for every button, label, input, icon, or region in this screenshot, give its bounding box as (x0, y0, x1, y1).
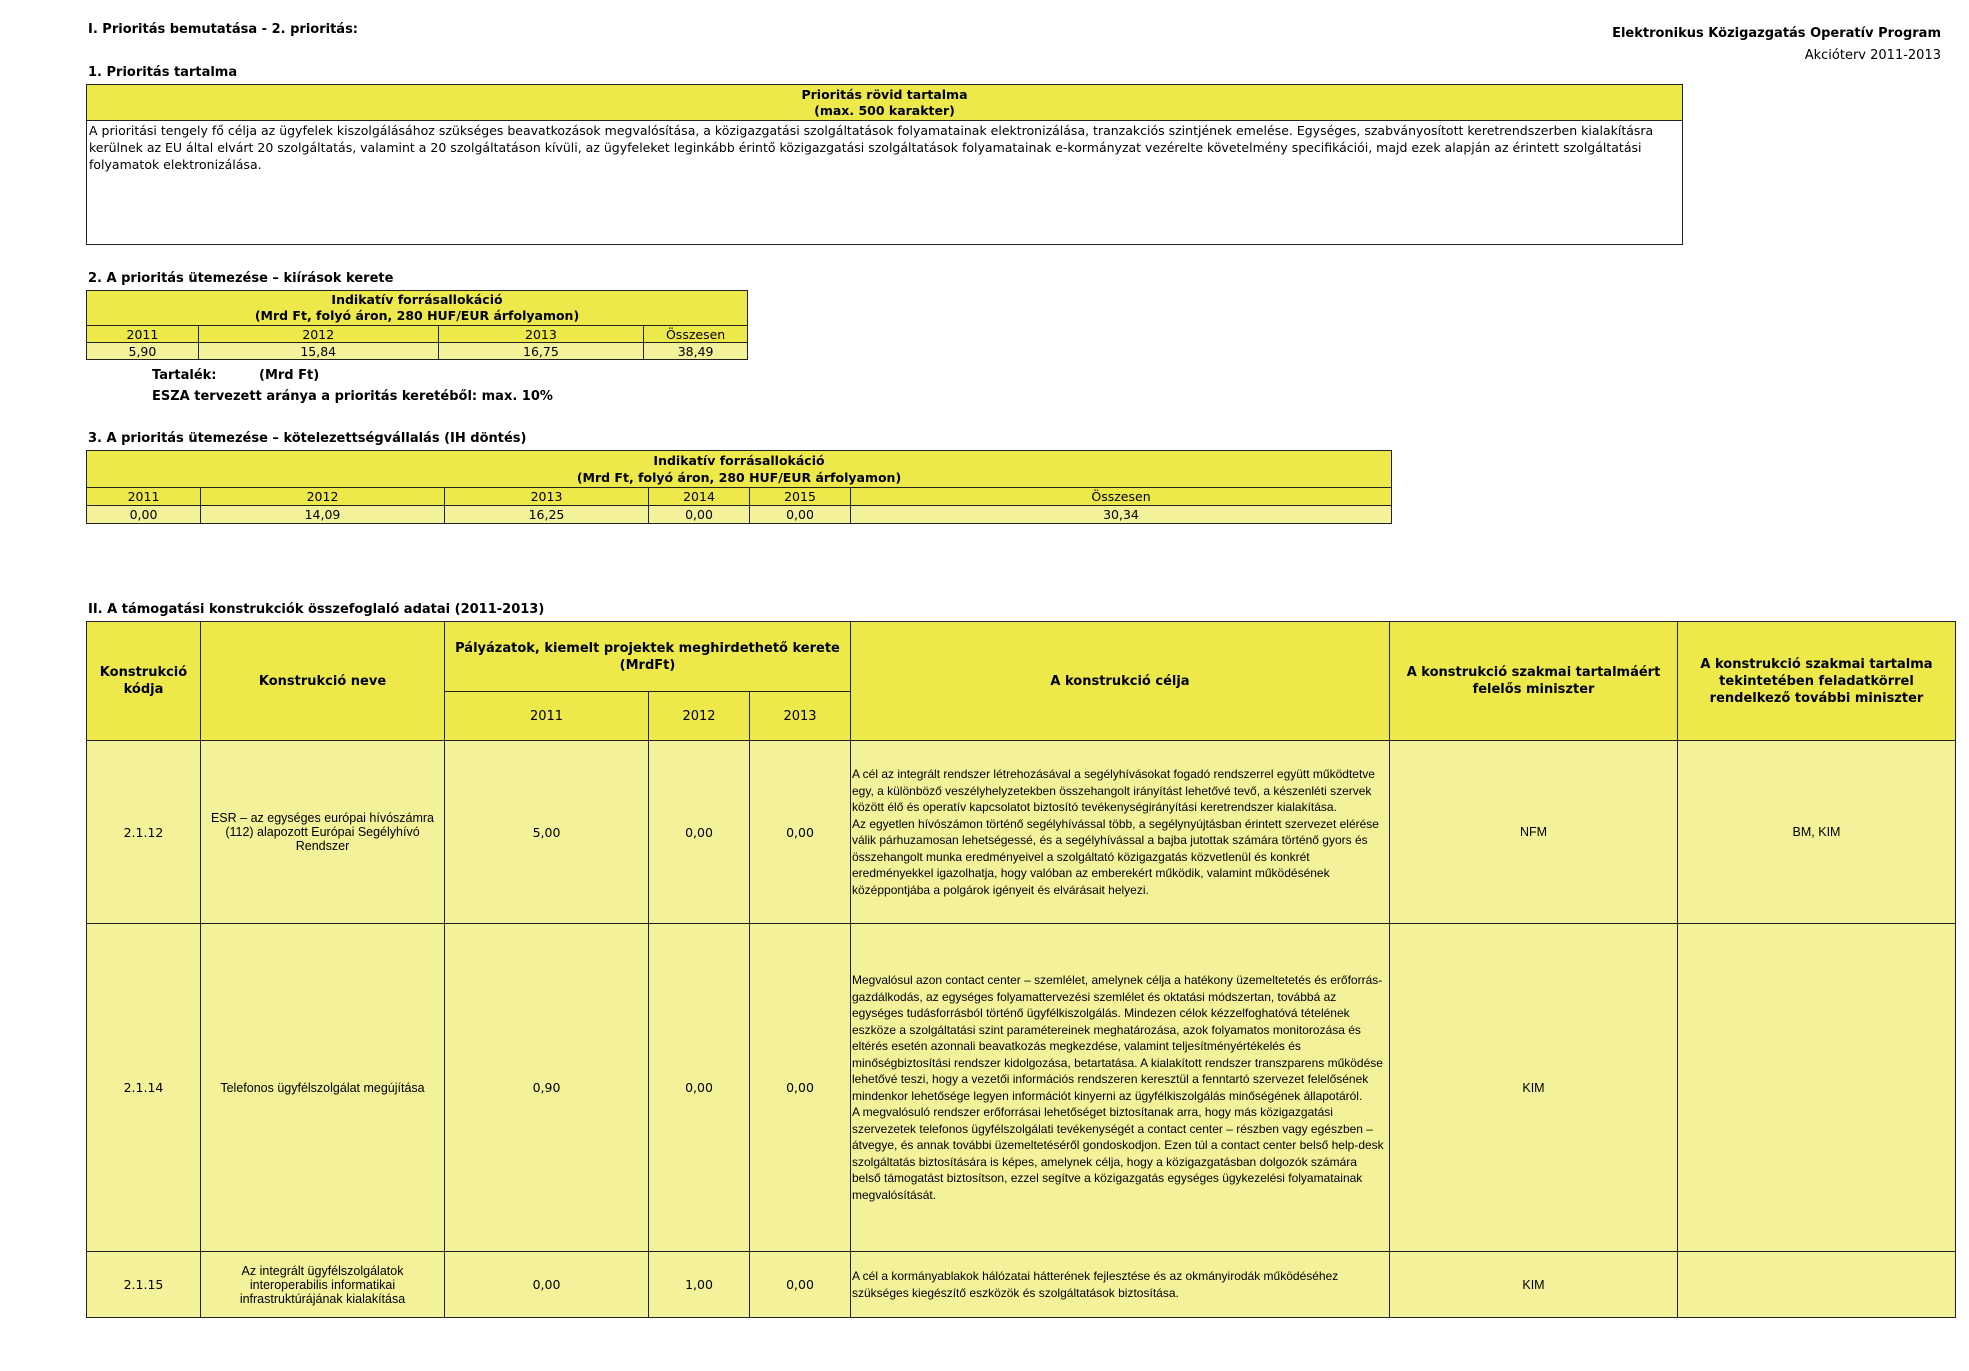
val3-2014: 0,00 (649, 506, 750, 524)
alloc3-header (87, 451, 1392, 488)
row-2013: 0,00 (750, 741, 851, 924)
row-goal: A cél a kormányablakok hálózatai hátterének fejlesztése és az okmányirodák működéséhez szükséges kiegészítő eszközök és szolgáltatások biztosítása. (851, 1252, 1390, 1318)
alloc-header (87, 291, 748, 326)
th-code: Konstrukció kódja (87, 622, 201, 741)
col3-2015: 2015 (750, 488, 851, 506)
action-plan-label: Akcióterv 2011-2013 (1804, 48, 1941, 63)
val-total: 38,49 (644, 343, 748, 360)
row-minister: NFM (1390, 741, 1678, 924)
col3-total: Összesen (851, 488, 1392, 506)
priority-content-table (86, 84, 1683, 245)
val-2012: 15,84 (198, 343, 438, 360)
th-name: Konstrukció neve (201, 622, 445, 741)
col3-2012: 2012 (201, 488, 445, 506)
table-row (87, 741, 1956, 924)
alloc3-title: Indikatív forrásallokáció (653, 453, 825, 468)
col3-2014: 2014 (649, 488, 750, 506)
row-minister: KIM (1390, 924, 1678, 1252)
priority-box-title: Prioritás rövid tartalma (801, 86, 968, 102)
row-code: 2.1.14 (87, 924, 201, 1252)
th-minister: A konstrukció szakmai tartalmáért felelős miniszter (1390, 622, 1678, 741)
val-2013: 16,75 (438, 343, 644, 360)
row-2012: 1,00 (649, 1252, 750, 1318)
row-name: Telefonos ügyfélszolgálat megújítása (201, 924, 445, 1252)
priority-box-subtitle: (max. 500 karakter) (814, 102, 955, 118)
th-2012: 2012 (649, 692, 750, 741)
page-title: I. Prioritás bemutatása - 2. prioritás: (88, 22, 359, 37)
constructions-table (86, 621, 1956, 1318)
row-2011: 0,00 (445, 1252, 649, 1318)
row-code: 2.1.12 (87, 741, 201, 924)
val3-2012: 14,09 (201, 506, 445, 524)
col3-2011: 2011 (87, 488, 201, 506)
th-frame: Pályázatok, kiemelt projektek meghirdethető kerete (MrdFt) (445, 622, 851, 692)
reserve-label: Tartalék: (152, 368, 217, 383)
val-2011: 5,90 (87, 343, 199, 360)
row-code: 2.1.15 (87, 1252, 201, 1318)
commitment-table (86, 450, 1392, 524)
section3-title: 3. A prioritás ütemezése – kötelezettségvállalás (IH döntés) (88, 431, 527, 446)
val3-total: 30,34 (851, 506, 1392, 524)
row-goal: Megvalósul azon contact center – szemlélet, amelynek célja a hatékony üzemeltetetés és erőforrás-gazdálkodás, az egységes folyamattervezési szemlélet és oktatási módszertan, továbbá az egységes tudásforrásból történő ügyfélkiszolgálás. Mindezen célok kézzelfoghatóvá tételének eszköze a szolgáltatási szint paramétereinek meghatározása, azok folyamatos monitorozása és eltérés esetén azonnali beavatkozás megkezdése, valamint teljesítményértékelés és minőségbiztosítási rendszer kidolgozása, betartatása. A kialakított rendszer transzparens működése lehetővé teszi, hogy a vezetői információs rendszeren keresztül a fenntartó szervezet felelősének mindenkor lehetősége legyen információt kinyerni az ügyfélkiszolgálás minőségének állapotáról. A megvalósuló rendszer erőforrásai lehetőséget biztosítanak arra, hogy más közigazgatási szervezetek telefonos ügyfélszolgálati tevékenységét a contact center – részben vagy egészben – átvegye, és annak további üzemeltetéséről gondoskodjon. Ezen túl a contact center belső help-desk szolgáltatás biztosítására is képes, amelynek célja, hogy a közigazgatásban dolgozók számára belső támogatást biztosítson, ezzel segítve a közigazgatás egységes ügykezelési folyamatainak megvalósítását. (851, 924, 1390, 1252)
row-2011: 5,00 (445, 741, 649, 924)
row-other-minister (1678, 1252, 1956, 1318)
row-minister: KIM (1390, 1252, 1678, 1318)
section4-title: II. A támogatási konstrukciók összefoglaló adatai (2011-2013) (88, 602, 545, 617)
row-name: ESR – az egységes európai hívószámra (112) alapozott Európai Segélyhívó Rendszer (201, 741, 445, 924)
th-goal: A konstrukció célja (851, 622, 1390, 741)
th-2011: 2011 (445, 692, 649, 741)
row-2012: 0,00 (649, 741, 750, 924)
program-name: Elektronikus Közigazgatás Operatív Program (1612, 26, 1941, 41)
alloc3-subtitle: (Mrd Ft, folyó áron, 280 HUF/EUR árfolyamon) (576, 470, 902, 485)
row-goal: A cél az integrált rendszer létrehozásával a segélyhívásokat fogadó rendszerrel együtt működtetve egy, a különböző veszélyhelyzetekben összehangolt irányítást lehetővé tevő, a készenléti szervek között élő és operatív kapcsolatot biztosító tevékenységirányítási keretrendszer kialakítása. Az egyetlen hívószámon történő segélyhívással több, a segélynyújtásban érintett szervezet elérése válik párhuzamosan lehetségessé, és a segélyhívással a bajba jutottak számára történő gyors és összehangolt munka eredményeivel a szolgáltató közigazgatás közvetlenül és konkrét eredményekkel igazolhatja, hogy valóban az emberekért működik, valamint működésének középpontjába a polgárok igényeit és elvárásait helyezi. (851, 741, 1390, 924)
val3-2013: 16,25 (445, 506, 649, 524)
col-2011: 2011 (87, 326, 199, 343)
row-other-minister (1678, 924, 1956, 1252)
section1-title: 1. Prioritás tartalma (88, 65, 238, 80)
row-2013: 0,00 (750, 1252, 851, 1318)
row-other-minister: BM, KIM (1678, 741, 1956, 924)
alloc-subtitle: (Mrd Ft, folyó áron, 280 HUF/EUR árfolyamon) (254, 308, 580, 323)
val3-2011: 0,00 (87, 506, 201, 524)
val3-2015: 0,00 (750, 506, 851, 524)
priority-box-header (87, 85, 1683, 121)
col-2012: 2012 (198, 326, 438, 343)
esza-note: ESZA tervezett aránya a prioritás keretéből: max. 10% (152, 389, 553, 404)
row-2013: 0,00 (750, 924, 851, 1252)
row-name: Az integrált ügyfélszolgálatok interoperabilis informatikai infrastruktúrájának kialakítása (201, 1252, 445, 1318)
col-2013: 2013 (438, 326, 644, 343)
table-row (87, 1252, 1956, 1318)
reserve-unit: (Mrd Ft) (259, 368, 320, 383)
section2-title: 2. A prioritás ütemezése – kiírások kerete (88, 271, 394, 286)
table-row (87, 924, 1956, 1252)
th-2013: 2013 (750, 692, 851, 741)
alloc-title: Indikatív forrásallokáció (331, 292, 503, 307)
th-other-minister: A konstrukció szakmai tartalma tekintetében feladatkörrel rendelkező további miniszter (1678, 622, 1956, 741)
row-2011: 0,90 (445, 924, 649, 1252)
schedule-calls-table (86, 290, 748, 360)
row-2012: 0,00 (649, 924, 750, 1252)
col3-2013: 2013 (445, 488, 649, 506)
col-total: Összesen (644, 326, 748, 343)
priority-text: A prioritási tengely fő célja az ügyfelek kiszolgálásához szükséges beavatkozások megvalósítása, a közigazgatási szolgáltatások folyamatainak elektronizálása, tranzakciós szintjének emelése. Egységes, szabványosított keretrendszerben kialakításra kerülnek az EU által elvárt 20 szolgáltatás, valamint a 20 szolgáltatáson kívüli, az ügyfeleket leginkább érintő közigazgatási szolgáltatások folyamatainak e-kormányzat vezérelte követelmény specifikációi, majd ezek alapján az érintett szolgáltatási folyamatok elektronizálása. (87, 121, 1683, 245)
